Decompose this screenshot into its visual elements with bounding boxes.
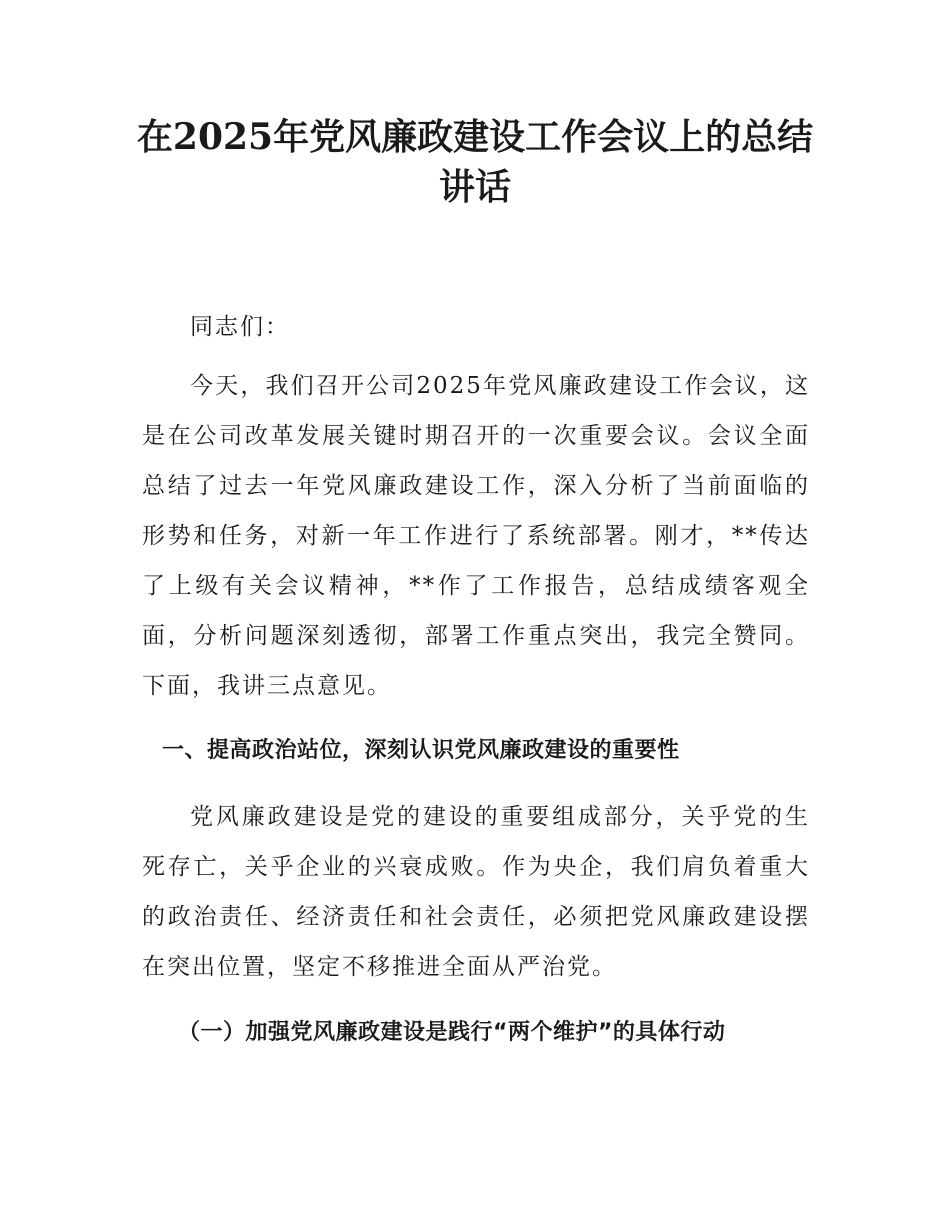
paragraph-section-1: 党风廉政建设是党的建设的重要组成部分，关乎党的生死存亡，关乎企业的兴衰成败。作为央企，我们肩负着重大的政治责任、经济责任和社会责任，必须把党风廉政建设摆在突出位置，坚定不移推进全面从严治党。	[142, 804, 810, 980]
section-heading-1: 一、提高政治站位，深刻认识党风廉政建设的重要性	[162, 738, 680, 763]
document-title: 在2025年党风廉政建设工作会议上的总结讲话	[136, 116, 814, 208]
paragraph-intro: 今天，我们召开公司2025年党风廉政建设工作会议，这是在公司改革发展关键时期召开的一次重要会议。会议全面总结了过去一年党风廉政建设工作，深入分析了当前面临的形势和任务，对新一年工作进行了系统部署。刚才，**传达了上级有关会议精神，**作了工作报告，总结成绩客观全面，分析问题深刻透彻，部署工作重点突出，我完全赞同。下面，我讲三点意见。	[142, 373, 810, 699]
greeting: 同志们：	[190, 314, 290, 340]
subsection-heading-1: （一）加强党风廉政建设是践行“两个维护”的具体行动	[178, 1020, 726, 1045]
